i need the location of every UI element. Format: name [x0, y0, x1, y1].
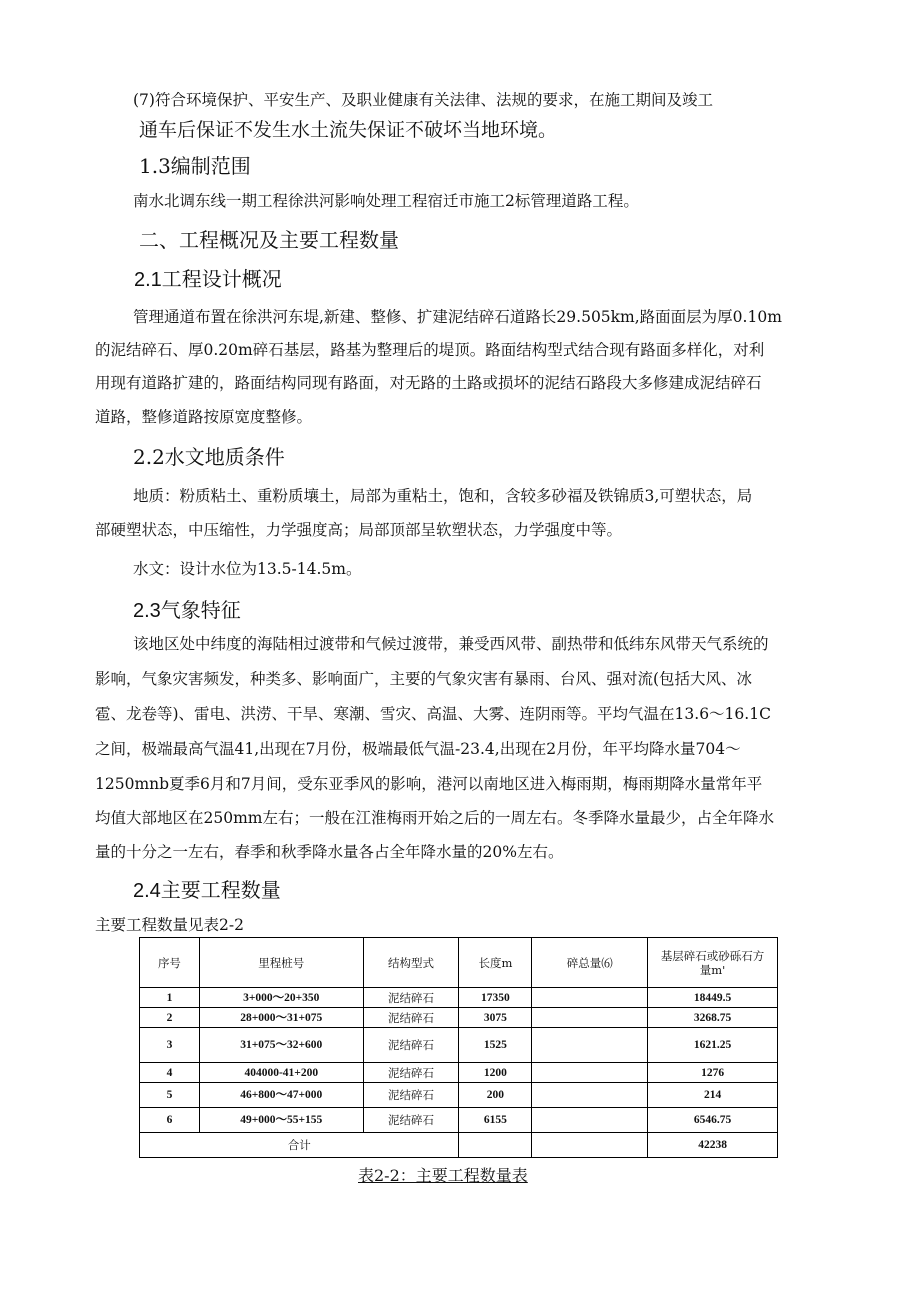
table-header-row [140, 938, 778, 988]
table-row [140, 1083, 778, 1108]
heading-section-2: 二、工程概况及主要工程数量 [139, 228, 399, 252]
cell-structure: 泥结碎石 [363, 1063, 459, 1083]
scope-paragraph: 南水北调东线一期工程徐洪河影响处理工程宿迁市施工2标管理道路工程。 [133, 192, 639, 210]
cell-length: 17350 [459, 988, 532, 1008]
geology-paragraph-line: 部硬塑状态，中压缩性，力学强度高；局部顶部呈软塑状态，力学强度中等。 [95, 521, 623, 539]
climate-paragraph-line: 均值大部地区在250mm左右；一般在江淮梅雨开始之后的一周左右。冬季降水量最少，占全年降水 [95, 809, 774, 827]
total-empty-gravel [532, 1133, 648, 1158]
cell-length: 1200 [459, 1063, 532, 1083]
header-gravel-total: 碎总量⑹ [532, 938, 648, 988]
cell-gravel-total [532, 988, 648, 1008]
table-row [140, 1028, 778, 1063]
cell-gravel-total [532, 1008, 648, 1028]
cell-structure: 泥结碎石 [363, 988, 459, 1008]
design-paragraph-line: 道路，整修道路按原宽度整修。 [95, 408, 313, 426]
header-base-volume [648, 938, 778, 988]
cell-chainage: 28+000～31+075 [199, 1008, 363, 1028]
cell-base-volume: 1621.25 [648, 1028, 778, 1063]
cell-gravel-total [532, 1108, 648, 1133]
table-caption: 表2-2：主要工程数量表 [358, 1166, 528, 1185]
header-base-volume-line1: 基层碎石或砂砾石方 [660, 948, 765, 963]
cell-chainage: 46+800～47+000 [199, 1083, 363, 1108]
climate-paragraph-line: 量的十分之一左右，春季和秋季降水量各占全年降水量的20%左右。 [95, 843, 564, 861]
cell-gravel-total [532, 1063, 648, 1083]
heading-2-1: 2.1工程设计概况 [134, 269, 282, 291]
cell-base-volume: 1276 [648, 1063, 778, 1083]
cell-base-volume: 3268.75 [648, 1008, 778, 1028]
header-base-volume-line2: 量m' [699, 962, 726, 977]
total-value: 42238 [648, 1133, 778, 1158]
cell-index: 2 [140, 1008, 200, 1028]
design-paragraph-line: 的泥结碎石、厚0.20m碎石基层，路基为整理后的堤顶。路面结构型式结合现有路面多样化，对利 [95, 341, 765, 359]
climate-paragraph-line: 该地区处中纬度的海陆相过渡带和气候过渡带，兼受西风带、副热带和低纬东风带天气系统的 [133, 635, 769, 653]
cell-chainage: 31+075～32+600 [199, 1028, 363, 1063]
table-intro: 主要工程数量见表2-2 [95, 916, 244, 934]
header-chainage: 里程桩号 [199, 938, 363, 988]
text-line-7-cont: 通车后保证不发生水土流失保证不破坏当地环境。 [139, 119, 558, 141]
cell-chainage: 404000-41+200 [199, 1063, 363, 1083]
cell-structure: 泥结碎石 [363, 1108, 459, 1133]
table-row [140, 1008, 778, 1028]
heading-2-3: 2.3气象特征 [133, 600, 241, 622]
table-row [140, 1063, 778, 1083]
header-structure: 结构型式 [363, 938, 459, 988]
cell-length: 6155 [459, 1108, 532, 1133]
cell-index: 1 [140, 988, 200, 1008]
total-label: 合计 [140, 1133, 459, 1158]
heading-2-4: 2.4主要工程数量 [133, 880, 281, 902]
hydrology-paragraph: 水文：设计水位为13.5-14.5m。 [133, 560, 362, 578]
table-row [140, 1108, 778, 1133]
total-empty-length [459, 1133, 532, 1158]
climate-paragraph-line: 之间，极端最高气温41,出现在7月份，极端最低气温-23.4,出现在2月份，年平均降水量704～ [95, 740, 741, 758]
cell-structure: 泥结碎石 [363, 1083, 459, 1108]
cell-base-volume: 18449.5 [648, 988, 778, 1008]
cell-base-volume: 214 [648, 1083, 778, 1108]
cell-length: 1525 [459, 1028, 532, 1063]
cell-index: 6 [140, 1108, 200, 1133]
header-length: 长度m [459, 938, 532, 988]
text-line-7: (7)符合环境保护、平安生产、及职业健康有关法律、法规的要求，在施工期间及竣工 [133, 91, 713, 109]
header-index: 序号 [140, 938, 200, 988]
climate-paragraph-line: 雹、龙卷等)、雷电、洪涝、干旱、寒潮、雪灾、高温、大雾、连阴雨等。平均气温在13.6～16.1C [95, 705, 771, 723]
quantity-table [139, 937, 778, 1158]
cell-length: 200 [459, 1083, 532, 1108]
heading-1-3: 1.3编制范围 [139, 154, 251, 178]
heading-2-2: 2.2水文地质条件 [133, 445, 285, 469]
table-row [140, 988, 778, 1008]
cell-structure: 泥结碎石 [363, 1028, 459, 1063]
cell-gravel-total [532, 1083, 648, 1108]
design-paragraph-line: 管理通道布置在徐洪河东堤,新建、整修、扩建泥结碎石道路长29.505km,路面面层为厚0.10m [133, 308, 782, 326]
climate-paragraph-line: 影响，气象灾害频发，种类多、影响面广，主要的气象灾害有暴雨、台风、强对流(包括大风、冰 [95, 670, 753, 688]
cell-gravel-total [532, 1028, 648, 1063]
cell-structure: 泥结碎石 [363, 1008, 459, 1028]
cell-chainage: 3+000～20+350 [199, 988, 363, 1008]
table-total-row [140, 1133, 778, 1158]
cell-base-volume: 6546.75 [648, 1108, 778, 1133]
cell-index: 4 [140, 1063, 200, 1083]
cell-chainage: 49+000～55+155 [199, 1108, 363, 1133]
cell-length: 3075 [459, 1008, 532, 1028]
climate-paragraph-line: 1250mnb夏季6月和7月间，受东亚季风的影响，港河以南地区进入梅雨期，梅雨期降水量常年平 [95, 775, 763, 793]
design-paragraph-line: 用现有道路扩建的，路面结构同现有路面，对无路的土路或损坏的泥结石路段大多修建成泥结碎石 [95, 374, 762, 392]
geology-paragraph-line: 地质：粉质粘土、重粉质壤土，局部为重粘土，饱和，含较多砂福及铁锦质3,可塑状态，局 [133, 487, 753, 505]
cell-index: 3 [140, 1028, 200, 1063]
cell-index: 5 [140, 1083, 200, 1108]
